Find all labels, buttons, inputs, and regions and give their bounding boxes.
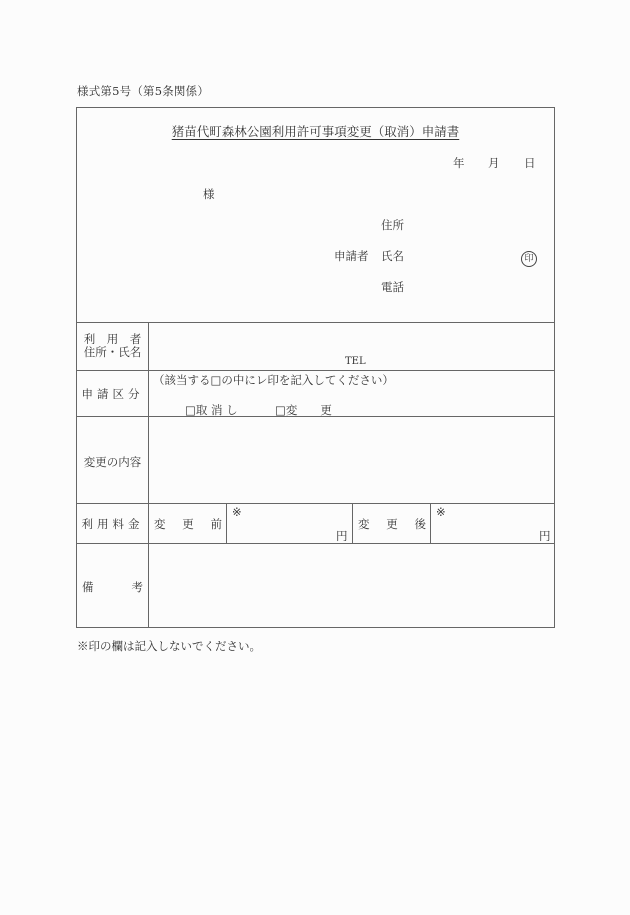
fee-after-office-mark: ※ <box>436 505 446 519</box>
fee-before-office-mark: ※ <box>232 505 242 519</box>
footnote: ※印の欄は記入しないでください。 <box>77 639 261 653</box>
form-title <box>76 122 555 140</box>
applicant-role-label: 申請者 <box>334 249 369 263</box>
category-row-label: 申請区分 <box>81 387 144 401</box>
date-day-label: 日 <box>524 156 536 170</box>
option-change-label: 変 更 <box>285 403 332 417</box>
remarks-label: 備 考 <box>82 580 143 594</box>
fee-before-currency: 円 <box>336 529 348 543</box>
date-year-label: 年 <box>453 156 465 170</box>
addressee-suffix: 様 <box>203 187 215 201</box>
checkbox-change[interactable]: □ <box>275 403 286 417</box>
form-title-text: 猪苗代町森林公園利用許可事項変更（取消）申請書 <box>171 124 460 139</box>
checkbox-cancel[interactable]: □ <box>185 403 196 417</box>
form-number: 様式第5号（第5条関係） <box>77 84 210 98</box>
fee-after-field[interactable] <box>431 504 554 542</box>
option-cancel[interactable] <box>185 402 238 418</box>
fee-after-label: 変 更 後 <box>358 517 426 531</box>
tel-label: TEL <box>345 356 366 367</box>
applicant-address-label: 住所 <box>381 218 404 232</box>
option-change[interactable] <box>275 402 332 418</box>
fee-divider-2 <box>352 503 353 543</box>
user-label-line2: 住所・氏名 <box>83 345 142 359</box>
category-instruction: （該当する□の中にレ印を記入してください） <box>153 373 394 387</box>
date-month-label: 月 <box>488 156 500 170</box>
applicant-name-label: 氏名 <box>381 249 404 263</box>
change-content-field[interactable] <box>149 417 554 502</box>
fee-row-label: 利用料金 <box>81 517 144 531</box>
user-row-label <box>77 333 148 359</box>
user-label-line1: 利 用 者 <box>83 332 142 346</box>
fee-before-label: 変 更 前 <box>154 517 222 531</box>
fee-before-field[interactable] <box>227 504 352 542</box>
fee-after-currency: 円 <box>539 529 551 543</box>
applicant-phone-label: 電話 <box>381 280 404 294</box>
option-cancel-label: 取 消 し <box>195 403 238 417</box>
change-content-label: 変更の内容 <box>83 455 142 469</box>
seal-icon: 印 <box>521 246 537 267</box>
remarks-field[interactable] <box>149 544 554 627</box>
